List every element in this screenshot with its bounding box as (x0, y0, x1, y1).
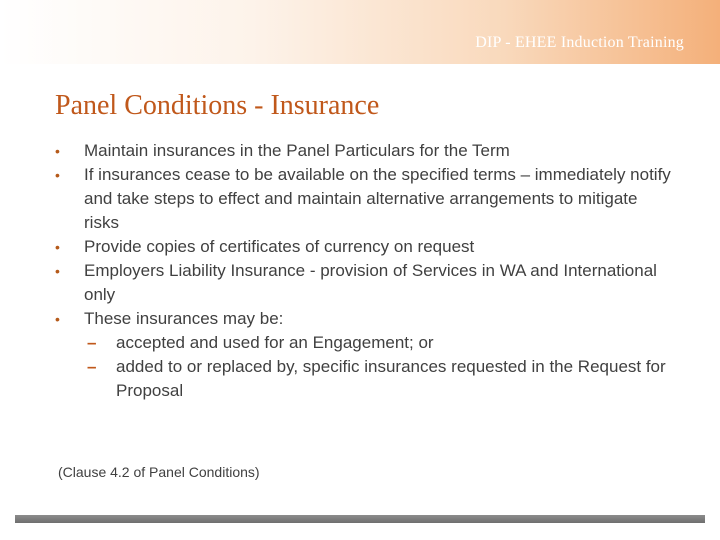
sub-bullet-list (84, 331, 675, 403)
bullet-marker: • (55, 143, 60, 159)
sub-bullet-marker: – (87, 333, 97, 352)
bullet-text: If insurances cease to be available on the specified terms – immediately notify and take steps to effect and maintain alternative arrangements to mitigate risks (84, 165, 671, 232)
sub-bullet-text: accepted and used for an Engagement; or (116, 333, 434, 352)
clause-note: (Clause 4.2 of Panel Conditions) (58, 464, 260, 480)
bullet-marker: • (55, 167, 60, 183)
bullet-list (55, 139, 675, 403)
bullet-item (55, 307, 675, 403)
bullet-item (55, 163, 675, 235)
sub-bullet-item (84, 331, 675, 355)
bullet-marker: • (55, 263, 60, 279)
header-title: DIP - EHEE Induction Training (475, 34, 684, 51)
footer-bar (15, 515, 705, 523)
bullet-text: These insurances may be: (84, 309, 284, 328)
header-band (0, 0, 720, 64)
slide-title: Panel Conditions - Insurance (55, 90, 380, 121)
bullet-marker: • (55, 311, 60, 327)
bullet-text: Maintain insurances in the Panel Particulars for the Term (84, 141, 510, 160)
bullet-item (55, 259, 675, 307)
sub-bullet-text: added to or replaced by, specific insurances requested in the Request for Proposal (116, 357, 666, 400)
bullet-item (55, 139, 675, 163)
sub-bullet-marker: – (87, 357, 97, 376)
bullet-item (55, 235, 675, 259)
sub-bullet-item (84, 355, 675, 403)
bullet-text: Provide copies of certificates of currency on request (84, 237, 475, 256)
bullet-text: Employers Liability Insurance - provision of Services in WA and International only (84, 261, 657, 304)
bullet-marker: • (55, 239, 60, 255)
